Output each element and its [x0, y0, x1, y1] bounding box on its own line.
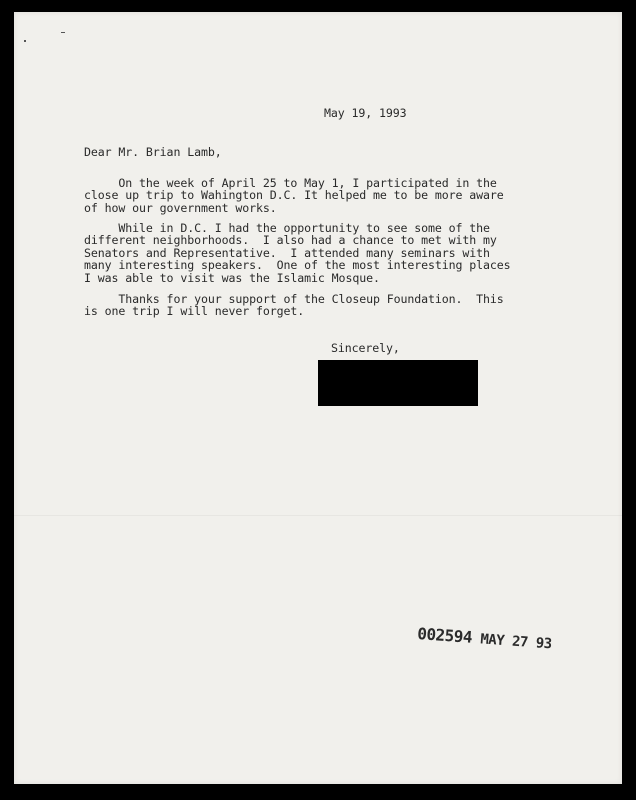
scan-speck	[24, 40, 26, 42]
letter-paragraph-2: While in D.C. I had the opportunity to see some of the different neighborhoods. I also had a chance to met with my Senators and Representative. I attended many seminars with many interesting speakers. One of the most interesting places I was able to visit was the Islamic Mosque.	[84, 221, 511, 285]
letter-paragraph-3: Thanks for your support of the Closeup Foundation. This is one trip I will never forget.	[84, 292, 504, 319]
letter-paper	[14, 12, 622, 784]
redacted-signature	[318, 360, 478, 406]
letter-closing: Sincerely,	[331, 341, 400, 355]
stamp-number: 002594	[416, 624, 473, 647]
letter-paragraph-1: On the week of April 25 to May 1, I participated in the close up trip to Wahington D.C. It helped me to be more aware of how our government works.	[84, 176, 504, 215]
received-stamp	[417, 624, 553, 652]
letter-date: May 19, 1993	[324, 106, 407, 120]
stamp-date: MAY 27 93	[479, 631, 553, 653]
paper-fold-line	[14, 515, 622, 516]
letter-salutation: Dear Mr. Brian Lamb,	[84, 145, 222, 159]
scan-speck	[61, 32, 65, 33]
